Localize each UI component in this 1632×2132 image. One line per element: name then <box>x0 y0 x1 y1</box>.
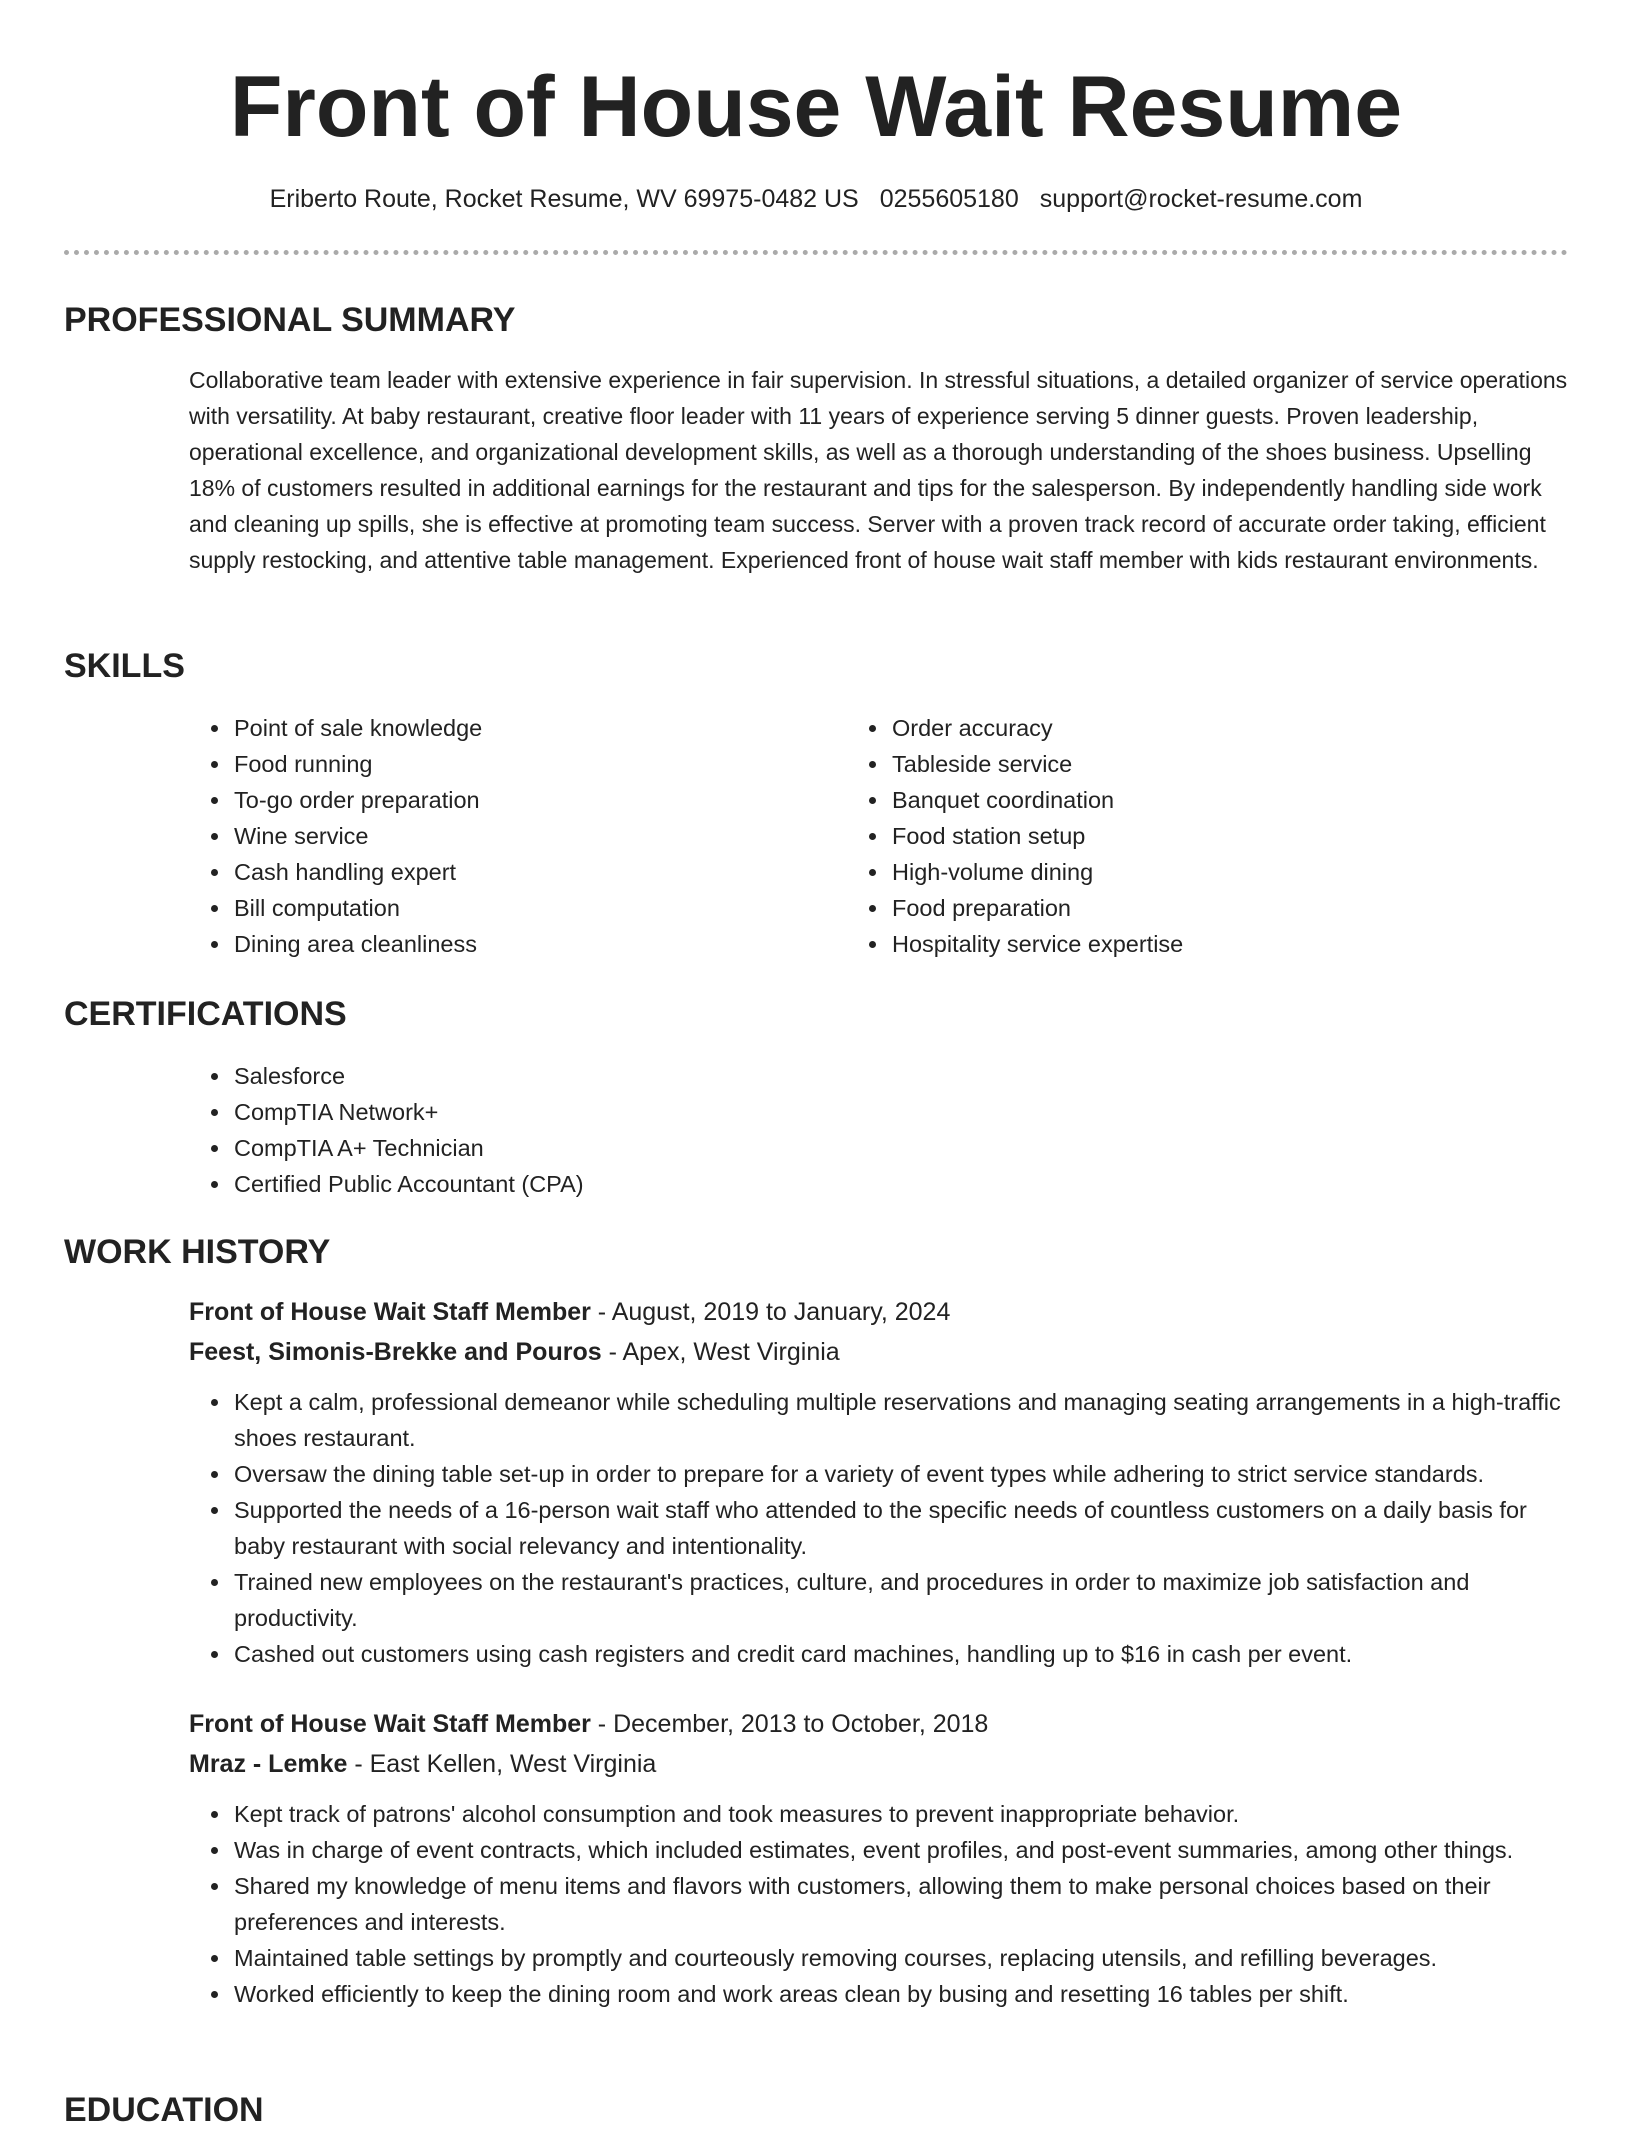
skill-item: • Bill computation <box>232 890 742 926</box>
job-bullet: • Supported the needs of a 16-person wait staff who attended to the specific needs of countless customers on a daily basis for baby restaurant with social relevancy and intentionality. <box>232 1492 1568 1564</box>
certification-item: • Certified Public Accountant (CPA) <box>232 1166 1568 1202</box>
contact-address: Eriberto Route, Rocket Resume, WV 69975-0482 US <box>269 185 859 213</box>
skills-columns <box>64 710 1568 962</box>
job-location: - East Kellen, West Virginia <box>347 1750 657 1778</box>
certifications-section <box>64 992 1568 1202</box>
summary-text: Collaborative team leader with extensive experience in fair supervision. In stressful situations, a detailed organizer of service operations with versatility. At baby restaurant, creative floor leader with 11 years of experience serving 5 dinner guests. Proven leadership, operational excellence, and organizational development skills, as well as a thorough understanding of the shoes business. Upselling 18% of customers resulted in additional earnings for the restaurant and tips for the salesperson. By independently handling side work and cleaning up spills, she is effective at promoting team success. Server with a proven track record of accurate order taking, efficient supply restocking, and attentive table management. Experienced front of house wait staff member with kids restaurant environments. <box>189 367 1568 573</box>
job-dates: - August, 2019 to January, 2024 <box>590 1298 951 1326</box>
job-bullet: • Oversaw the dining table set-up in order to prepare for a variety of event types while adhering to strict service standards. <box>232 1456 1568 1492</box>
job-bullet: • Kept a calm, professional demeanor while scheduling multiple reservations and managing seating arrangements in a high-traffic shoes restaurant. <box>232 1384 1568 1456</box>
education-heading: EDUCATION <box>64 2091 264 2129</box>
job-bullet: • Kept track of patrons' alcohol consumption and took measures to prevent inappropriate behavior. <box>232 1796 1568 1832</box>
job-company: Mraz - Lemke <box>189 1750 348 1778</box>
skill-item: • High-volume dining <box>890 854 1400 890</box>
skill-item: • Wine service <box>232 818 742 854</box>
skill-item: • Point of sale knowledge <box>232 710 742 746</box>
summary-heading: PROFESSIONAL SUMMARY <box>64 301 516 339</box>
skill-item: • Cash handling expert <box>232 854 742 890</box>
job-dates: - December, 2013 to October, 2018 <box>590 1710 989 1738</box>
certification-item: • CompTIA Network+ <box>232 1094 1568 1130</box>
job-bullets <box>64 1796 1568 2012</box>
skill-item: • Order accuracy <box>890 710 1400 746</box>
skills-list-right <box>742 710 1400 962</box>
job-company: Feest, Simonis-Brekke and Pouros <box>189 1338 602 1366</box>
job-bullet: • Shared my knowledge of menu items and flavors with customers, allowing them to make personal choices based on their preferences and interests. <box>232 1868 1568 1940</box>
job-title-line <box>189 1292 1568 1332</box>
job-entry <box>64 1292 1568 1672</box>
job-entry <box>64 1704 1568 2012</box>
job-bullet: • Cashed out customers using cash registers and credit card machines, handling up to $16 in cash per event. <box>232 1636 1568 1672</box>
skill-item: • Hospitality service expertise <box>890 926 1400 962</box>
job-location: - Apex, West Virginia <box>601 1338 840 1366</box>
skill-item: • Food station setup <box>890 818 1400 854</box>
job-company-line <box>189 1332 1568 1372</box>
work-history-section <box>64 1230 1568 2012</box>
skills-list-left <box>64 710 742 962</box>
job-bullets <box>64 1384 1568 1672</box>
skill-item: • Tableside service <box>890 746 1400 782</box>
certification-item: • CompTIA A+ Technician <box>232 1130 1568 1166</box>
job-bullet: • Trained new employees on the restaurant's practices, culture, and procedures in order to maximize job satisfaction and productivity. <box>232 1564 1568 1636</box>
skill-item: • To-go order preparation <box>232 782 742 818</box>
skill-item: • Banquet coordination <box>890 782 1400 818</box>
certification-item: • Salesforce <box>232 1058 1568 1094</box>
job-bullet: • Worked efficiently to keep the dining room and work areas clean by busing and resetting 16 tables per shift. <box>232 1976 1568 2012</box>
skill-item: • Food running <box>232 746 742 782</box>
skill-item: • Food preparation <box>890 890 1400 926</box>
contact-line <box>0 180 1632 218</box>
job-company-line <box>189 1744 1568 1784</box>
resume-title: Front of House Wait Resume <box>229 59 1403 155</box>
skills-heading: SKILLS <box>64 647 185 685</box>
skills-section <box>64 644 1568 962</box>
skill-item: • Dining area cleanliness <box>232 926 742 962</box>
contact-email: support@rocket-resume.com <box>1039 185 1363 213</box>
summary-section <box>64 298 1568 578</box>
contact-phone: 0255605180 <box>879 185 1019 213</box>
job-title-line <box>189 1704 1568 1744</box>
certifications-heading: CERTIFICATIONS <box>64 995 347 1033</box>
job-title: Front of House Wait Staff Member <box>189 1298 591 1326</box>
job-bullet: • Was in charge of event contracts, which included estimates, event profiles, and post-event summaries, among other things. <box>232 1832 1568 1868</box>
work-history-heading: WORK HISTORY <box>64 1233 331 1271</box>
certifications-list <box>64 1058 1568 1202</box>
job-bullet: • Maintained table settings by promptly and courteously removing courses, replacing utensils, and refilling beverages. <box>232 1940 1568 1976</box>
education-section <box>64 2088 1568 2132</box>
header-divider <box>64 250 1568 255</box>
job-title: Front of House Wait Staff Member <box>189 1710 591 1738</box>
